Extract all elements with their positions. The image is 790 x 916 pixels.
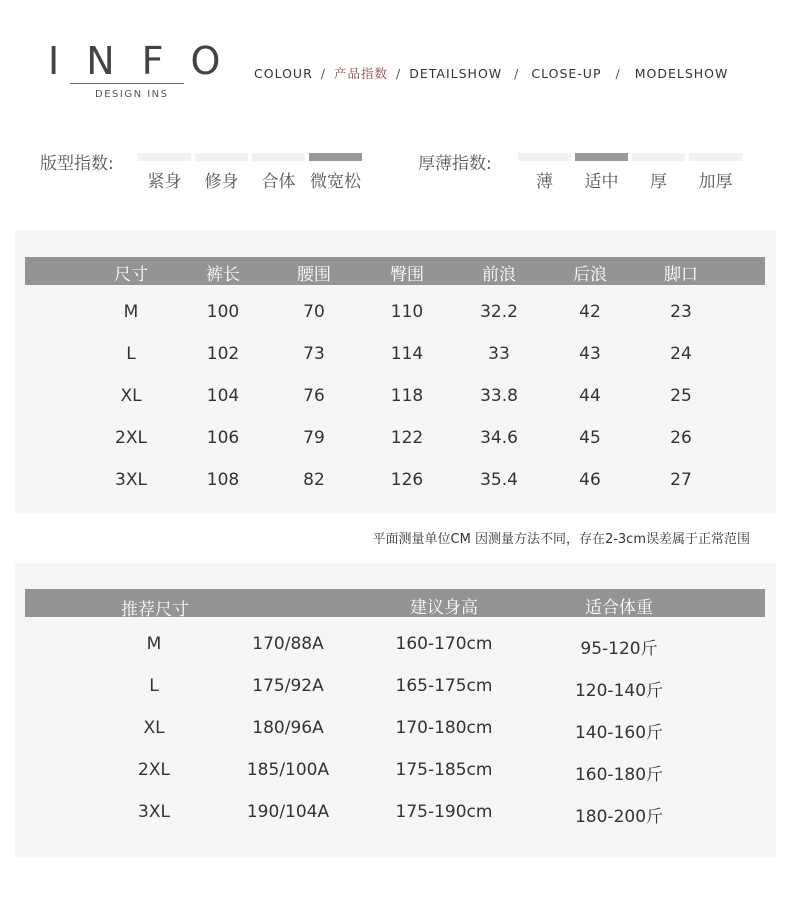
recommendation-cell: 175-190cm <box>395 802 493 822</box>
size-table-cell: 73 <box>303 344 325 364</box>
size-table-cell: 114 <box>390 344 424 364</box>
size-table-cell: 122 <box>390 428 424 448</box>
nav-item-colour[interactable]: COLOUR <box>254 66 313 81</box>
size-table-header-cell: 脚口 <box>664 265 698 285</box>
thickness-option-thick: 厚 <box>650 172 667 192</box>
size-table-cell: 26 <box>670 428 692 448</box>
recommendation-cell: 2XL <box>138 760 170 780</box>
size-table-cell: M <box>123 302 139 322</box>
size-table-cell: 3XL <box>115 470 147 490</box>
size-table-cell: 23 <box>670 302 692 322</box>
recommendation-cell: 180-200斤 <box>574 807 664 827</box>
size-table-cell: 82 <box>303 470 325 490</box>
recommendation-cell: 95-120斤 <box>580 639 658 659</box>
nav-item-detailshow[interactable]: DETAILSHOW <box>409 66 503 81</box>
recommendation-cell: 160-170cm <box>395 634 493 654</box>
fit-option-regular: 合体 <box>261 172 296 192</box>
top-nav <box>254 64 728 82</box>
thickness-option-medium: 适中 <box>584 172 619 192</box>
recommendation-cell: M <box>146 634 162 654</box>
size-table-cell: 108 <box>206 470 240 490</box>
size-table-cell: 76 <box>303 386 325 406</box>
size-table-header-cell: 尺寸 <box>114 265 148 285</box>
fit-index-bar-1 <box>195 153 248 161</box>
size-table-cell: 2XL <box>115 428 147 448</box>
size-table-header-cell: 裤长 <box>206 265 240 285</box>
size-table-cell: 33.8 <box>480 386 518 406</box>
recommendation-cell: 175/92A <box>252 676 324 696</box>
size-table-header-cell: 后浪 <box>573 265 607 285</box>
nav-separator: / <box>615 66 621 81</box>
nav-item-modelshow[interactable]: MODELSHOW <box>634 66 729 81</box>
size-table-cell: 126 <box>390 470 424 490</box>
size-table-cell: 100 <box>206 302 240 322</box>
recommendation-cell: 170/88A <box>252 634 324 654</box>
fit-option-slim: 修身 <box>204 172 239 192</box>
size-table-cell: 70 <box>303 302 325 322</box>
size-table-header-cell: 腰围 <box>297 265 331 285</box>
recommendation-cell: 160-180斤 <box>574 765 664 785</box>
thickness-index-bar-3 <box>689 153 742 161</box>
fit-option-tight: 紧身 <box>147 172 182 192</box>
thickness-index-bar-2 <box>632 153 685 161</box>
size-table-cell: 32.2 <box>480 302 518 322</box>
nav-separator: / <box>320 66 326 81</box>
size-table-header-cell: 前浪 <box>482 265 516 285</box>
fit-index-bar-selected <box>309 153 362 161</box>
recommendation-cell: 185/100A <box>246 760 330 780</box>
size-table-header-cell: 臀围 <box>390 265 424 285</box>
fit-index-bar-2 <box>252 153 305 161</box>
size-table-cell: 45 <box>579 428 601 448</box>
size-table-cell: 44 <box>579 386 601 406</box>
size-table-cell: 34.6 <box>480 428 518 448</box>
recommendation-header-cell: 建议身高 <box>410 598 478 618</box>
recommendation-cell: XL <box>143 718 165 738</box>
recommendation-cell: 170-180cm <box>395 718 493 738</box>
size-table-cell: L <box>126 344 136 364</box>
recommendation-cell: 120-140斤 <box>574 681 664 701</box>
recommendation-header-cell: 推荐尺寸 <box>121 600 189 620</box>
size-table-cell: XL <box>120 386 142 406</box>
logo-divider <box>70 83 184 84</box>
thickness-index-bar-0 <box>518 153 571 161</box>
recommendation-cell: 140-160斤 <box>574 723 664 743</box>
size-table-cell: 118 <box>390 386 424 406</box>
size-table-cell: 24 <box>670 344 692 364</box>
size-table-cell: 43 <box>579 344 601 364</box>
recommendation-cell: 180/96A <box>252 718 324 738</box>
logo-text: INFO <box>48 39 248 83</box>
size-table-cell: 110 <box>390 302 424 322</box>
size-table-cell: 33 <box>488 344 510 364</box>
size-table-cell: 102 <box>206 344 240 364</box>
recommendation-cell: 175-185cm <box>395 760 493 780</box>
thickness-option-extra-thick: 加厚 <box>698 172 733 192</box>
nav-separator: / <box>514 66 520 81</box>
size-table-cell: 106 <box>206 428 240 448</box>
thickness-index-title: 厚薄指数: <box>418 154 492 174</box>
recommendation-cell: 3XL <box>138 802 170 822</box>
fit-index-title: 版型指数: <box>40 154 114 174</box>
measurement-note: 平面测量单位CM 因测量方法不同，存在2-3cm误差属于正常范围 <box>372 532 750 547</box>
size-table-cell: 35.4 <box>480 470 518 490</box>
logo-subtitle: DESIGN INS <box>95 89 169 100</box>
size-table-cell: 42 <box>579 302 601 322</box>
recommendation-cell: 190/104A <box>246 802 330 822</box>
size-table-cell: 104 <box>206 386 240 406</box>
size-table-cell: 25 <box>670 386 692 406</box>
fit-index-bar-0 <box>138 153 191 161</box>
recommendation-header-cell: 适合体重 <box>585 598 653 618</box>
nav-item-close-up[interactable]: CLOSE-UP <box>531 66 602 81</box>
fit-option-loose: 微宽松 <box>310 172 361 192</box>
thickness-index-bar-selected <box>575 153 628 161</box>
nav-separator: / <box>396 66 402 81</box>
recommendation-cell: L <box>149 676 159 696</box>
recommendation-cell: 165-175cm <box>395 676 493 696</box>
size-table-cell: 46 <box>579 470 601 490</box>
size-table-cell: 27 <box>670 470 692 490</box>
size-table-cell: 79 <box>303 428 325 448</box>
nav-item-product-index[interactable]: 产品指数 <box>333 66 388 81</box>
thickness-option-thin: 薄 <box>536 172 553 192</box>
